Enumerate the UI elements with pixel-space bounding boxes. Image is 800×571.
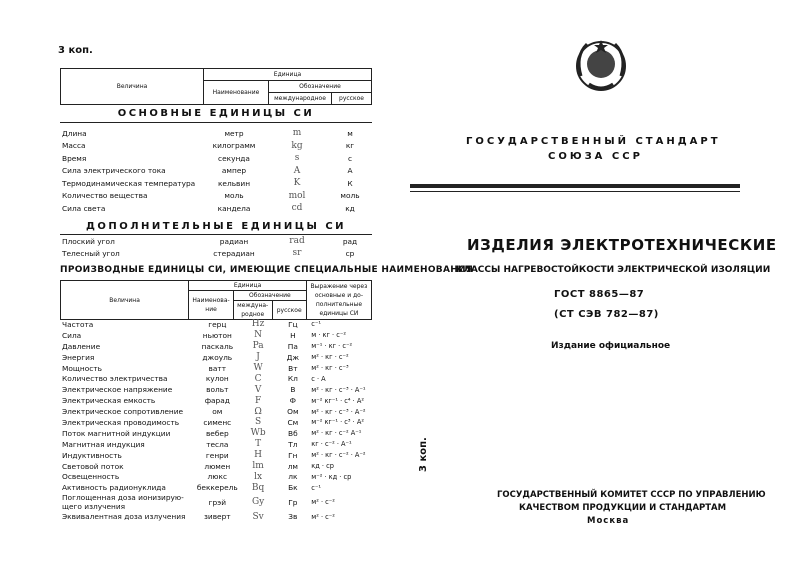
- cell-name: радиан: [219, 236, 249, 246]
- cell-name: тесла: [206, 439, 229, 449]
- table-row: [60, 235, 372, 247]
- cell-quantity: Индуктивность: [62, 450, 122, 460]
- st-sev-number: (СТ СЭВ 782—87): [554, 309, 659, 320]
- derived-units-table: [60, 319, 372, 522]
- cell-name: вебер: [205, 428, 229, 438]
- table-row: [60, 384, 372, 395]
- cell-quantity: Электрическое напряжение: [62, 385, 173, 395]
- cell-expr: м² · кг · с⁻³ · А⁻¹: [311, 385, 366, 394]
- cell-rus: Ф: [289, 396, 297, 406]
- section-rule: [60, 122, 372, 123]
- cell-int: rad: [289, 236, 305, 246]
- cell-int: kg: [291, 140, 303, 151]
- cell-expr: м⁻² · кд · ср: [311, 472, 352, 481]
- table-row: [60, 450, 372, 461]
- cell-quantity: Энергия: [62, 352, 95, 362]
- cell-rus: Вт: [288, 363, 298, 373]
- cell-rus: Гн: [288, 450, 298, 460]
- cell-int: A: [293, 165, 301, 176]
- cell-rus: моль: [340, 191, 360, 201]
- cell-quantity: Длина: [62, 128, 87, 138]
- cell-name: сименс: [203, 417, 232, 427]
- basic-units-title: ОСНОВНЫЕ ЕДИНИЦЫ СИ: [117, 108, 315, 119]
- cell-int: K: [293, 178, 301, 189]
- cell-int: C: [254, 373, 262, 384]
- cell-name: люкс: [207, 472, 228, 482]
- document-title: ИЗДЕЛИЯ ЭЛЕКТРОТЕХНИЧЕСКИЕ: [467, 236, 777, 254]
- cell-rus: Гр: [288, 497, 298, 507]
- cell-name: ватт: [208, 363, 227, 373]
- cell-name: герц: [208, 319, 227, 329]
- cell-rus: Зв: [288, 512, 298, 522]
- committee-line-2: КАЧЕСТВОМ ПРОДУКЦИИ И СТАНДАРТАМ: [519, 503, 727, 513]
- table-row: [60, 177, 372, 190]
- cell-expr: м⁻² кг⁻¹ · с⁴ · А²: [311, 396, 365, 405]
- cell-int: J: [256, 352, 260, 363]
- cell-quantity: Количество электричества: [62, 374, 168, 384]
- cell-expr: кг · с⁻² · А⁻¹: [311, 440, 352, 449]
- cell-name: кулон: [205, 374, 229, 384]
- cell-rus: кд: [345, 203, 355, 213]
- cell-name: метр: [224, 128, 244, 138]
- derived-units-header: [60, 280, 372, 320]
- derived-header-name: Наименова-ние: [189, 291, 234, 320]
- cell-rus: Ом: [287, 407, 299, 417]
- cell-name: генри: [205, 450, 229, 460]
- cell-name: ампер: [221, 166, 247, 176]
- cell-int: S: [255, 417, 262, 428]
- table-row: [60, 352, 372, 363]
- gost-number: ГОСТ 8865—87: [554, 289, 645, 300]
- cell-expr: м² · кг · с⁻³: [311, 364, 349, 372]
- cell-int: Ω: [254, 406, 262, 417]
- header-russian: русское: [332, 93, 372, 105]
- cell-quantity: Электрическая проводимость: [62, 417, 180, 427]
- cell-quantity: Магнитная индукция: [62, 439, 145, 449]
- cell-name: джоуль: [202, 352, 233, 362]
- cell-expr: с⁻¹: [311, 483, 321, 492]
- price-label: 3 коп.: [58, 45, 93, 56]
- cell-int: H: [254, 450, 263, 461]
- cell-int: Sv: [252, 511, 264, 522]
- cell-name: грэй: [208, 497, 227, 507]
- table-row: [60, 165, 372, 178]
- price-vertical: 3 коп.: [418, 437, 429, 472]
- cell-int: N: [254, 330, 263, 341]
- cell-quantity: Электрическое сопротивление: [62, 407, 184, 417]
- cell-int: V: [254, 384, 262, 395]
- derived-header-unit: Единица: [189, 281, 307, 291]
- cell-int: m: [292, 128, 302, 139]
- cell-int: mol: [288, 190, 306, 201]
- cell-quantity: Активность радионуклида: [62, 483, 166, 493]
- header-name: Наименование: [204, 81, 269, 105]
- cell-name: паскаль: [201, 341, 234, 351]
- basic-units-header: [60, 68, 372, 105]
- title-rule-thin: [410, 191, 740, 192]
- org-line-2: СОЮЗА ССР: [548, 151, 643, 162]
- table-row: [60, 511, 372, 522]
- table-row: [60, 417, 372, 428]
- cell-quantity: Давление: [62, 341, 101, 351]
- title-rule-thick: [410, 184, 740, 188]
- cell-quantity: Масса: [62, 141, 86, 151]
- derived-header-expression: Выражение через основные и до-полнительные единицы СИ: [306, 281, 371, 320]
- cell-rus: м: [347, 128, 353, 138]
- cell-expr: с · А: [311, 374, 326, 383]
- table-row: [60, 428, 372, 439]
- city: Москва: [587, 516, 630, 526]
- cell-name: фарад: [204, 396, 230, 406]
- cell-expr: м² · кг · с⁻²: [311, 353, 349, 362]
- table-row: [60, 461, 372, 472]
- cell-quantity: Частота: [62, 319, 94, 329]
- cell-quantity: Телесный угол: [62, 248, 120, 258]
- cell-int: Wb: [250, 428, 266, 439]
- cell-name: кельвин: [217, 178, 251, 188]
- cell-rus: с: [347, 153, 353, 163]
- cell-quantity: Освещенность: [62, 472, 120, 482]
- cell-int: Hz: [251, 319, 265, 330]
- table-row: [60, 395, 372, 406]
- cell-rus: Кл: [287, 374, 298, 384]
- cell-rus: А: [347, 166, 353, 176]
- derived-header-russian: русское: [272, 301, 306, 320]
- derived-header-quantity: Величина: [61, 281, 189, 320]
- additional-units-table: [60, 235, 372, 259]
- cell-rus: В: [290, 385, 296, 395]
- basic-units-table: [60, 127, 372, 215]
- cell-rus: Па: [287, 341, 298, 351]
- cell-expr: м² · с⁻²: [311, 498, 335, 507]
- cell-rus: См: [287, 417, 299, 427]
- cell-expr: м² · с⁻²: [311, 512, 335, 521]
- table-row: [60, 493, 372, 511]
- cell-rus: кг: [345, 141, 355, 151]
- derived-header-international: междуна-родное: [233, 301, 272, 320]
- cell-rus: Н: [290, 330, 296, 340]
- table-row: [60, 247, 372, 259]
- table-row: [60, 319, 372, 330]
- cell-quantity: Поглощенная доза ионизирую-щего излучения: [62, 493, 184, 512]
- table-row: [60, 406, 372, 417]
- cell-rus: ср: [345, 248, 355, 258]
- table-row: [60, 330, 372, 341]
- cell-name: ом: [212, 407, 223, 417]
- cell-name: люмен: [204, 461, 231, 471]
- table-row: [60, 140, 372, 153]
- cell-int: sr: [292, 248, 302, 258]
- cell-quantity: Время: [62, 153, 87, 163]
- cell-expr: м² · кг · с⁻² А⁻¹: [311, 429, 362, 438]
- cell-int: T: [255, 439, 262, 450]
- cell-expr: м² · кг · с⁻² · А⁻²: [311, 451, 366, 460]
- cell-rus: лк: [288, 472, 298, 482]
- cell-expr: м⁻¹ · кг · с⁻²: [311, 342, 353, 351]
- cell-quantity: Поток магнитной индукции: [62, 428, 171, 438]
- document-subtitle: КЛАССЫ НАГРЕВОСТОЙКОСТИ ЭЛЕКТРИЧЕСКОЙ ИЗОЛЯЦИИ: [456, 265, 771, 275]
- cell-name: килограмм: [212, 141, 256, 151]
- table-row: [60, 190, 372, 203]
- cell-rus: Тл: [288, 439, 298, 449]
- cell-int: cd: [291, 203, 303, 214]
- derived-units-title: ПРОИЗВОДНЫЕ ЕДИНИЦЫ СИ, ИМЕЮЩИЕ СПЕЦИАЛЬНЫЕ НАИМЕНОВАНИЯ: [60, 265, 474, 275]
- additional-units-title: ДОПОЛНИТЕЛЬНЫЕ ЕДИНИЦЫ СИ: [85, 221, 347, 232]
- header-unit: Единица: [204, 69, 372, 81]
- cell-quantity: Световой поток: [62, 461, 124, 471]
- cell-expr: кд · ср: [311, 462, 334, 471]
- table-row: [60, 341, 372, 352]
- cell-rus: Вб: [288, 428, 298, 438]
- cell-rus: Бк: [288, 483, 298, 493]
- cell-rus: Гц: [288, 319, 298, 329]
- cell-int: s: [294, 153, 300, 164]
- table-row: [60, 127, 372, 140]
- cell-name: ньютон: [202, 330, 232, 340]
- cell-int: W: [253, 363, 263, 373]
- cell-expr: м⁻² кг⁻¹ · с³ · А²: [311, 418, 365, 427]
- cell-rus: рад: [342, 236, 358, 246]
- cell-rus: Дж: [286, 352, 300, 362]
- table-row: [60, 202, 372, 215]
- cell-name: стерадиан: [213, 248, 255, 258]
- org-line-1: ГОСУДАРСТВЕННЫЙ СТАНДАРТ: [466, 136, 721, 147]
- header-designation: Обозначение: [269, 81, 372, 93]
- cell-rus: К: [347, 178, 353, 188]
- cell-expr: с⁻¹: [311, 320, 321, 329]
- cell-name: кандела: [217, 203, 251, 213]
- cell-rus: лм: [287, 461, 298, 471]
- cell-quantity: Термодинамическая температура: [62, 178, 196, 188]
- cell-int: lx: [254, 471, 263, 482]
- cell-quantity: Сила света: [62, 203, 106, 213]
- cell-quantity: Мощность: [62, 363, 102, 373]
- cell-quantity: Эквивалентная доза излучения: [62, 512, 186, 522]
- cell-name: зиверт: [203, 512, 231, 522]
- cell-expr: м · кг · с⁻²: [311, 331, 346, 340]
- committee-line-1: ГОСУДАРСТВЕННЫЙ КОМИТЕТ СССР ПО УПРАВЛЕНИЮ: [497, 490, 766, 500]
- cell-name: моль: [224, 191, 244, 201]
- cell-expr: м² · кг · с⁻³ · А⁻²: [311, 407, 366, 416]
- cell-quantity: Плоский угол: [62, 236, 115, 246]
- cell-quantity: Электрическая емкость: [62, 396, 156, 406]
- derived-header-designation: Обозначение: [233, 291, 306, 301]
- table-row: [60, 471, 372, 482]
- cell-name: беккерель: [196, 483, 238, 493]
- table-row: [60, 439, 372, 450]
- cell-quantity: Количество вещества: [62, 191, 148, 201]
- cell-int: lm: [252, 461, 264, 472]
- cell-int: Gy: [251, 497, 265, 508]
- cell-int: Pa: [252, 341, 264, 352]
- table-row: [60, 482, 372, 493]
- cell-name: вольт: [206, 385, 229, 395]
- edition-label: Издание официальное: [551, 341, 671, 351]
- cell-name: секунда: [218, 153, 250, 163]
- cell-int: F: [254, 395, 262, 406]
- ussr-emblem-icon: [571, 36, 631, 96]
- table-row: [60, 152, 372, 165]
- header-quantity: Величина: [61, 69, 204, 105]
- cell-quantity: Сила: [62, 330, 82, 340]
- header-international: международное: [269, 93, 332, 105]
- cell-int: Bq: [251, 482, 265, 493]
- cell-quantity: Сила электрического тока: [62, 166, 166, 176]
- table-row: [60, 363, 372, 374]
- table-row: [60, 373, 372, 384]
